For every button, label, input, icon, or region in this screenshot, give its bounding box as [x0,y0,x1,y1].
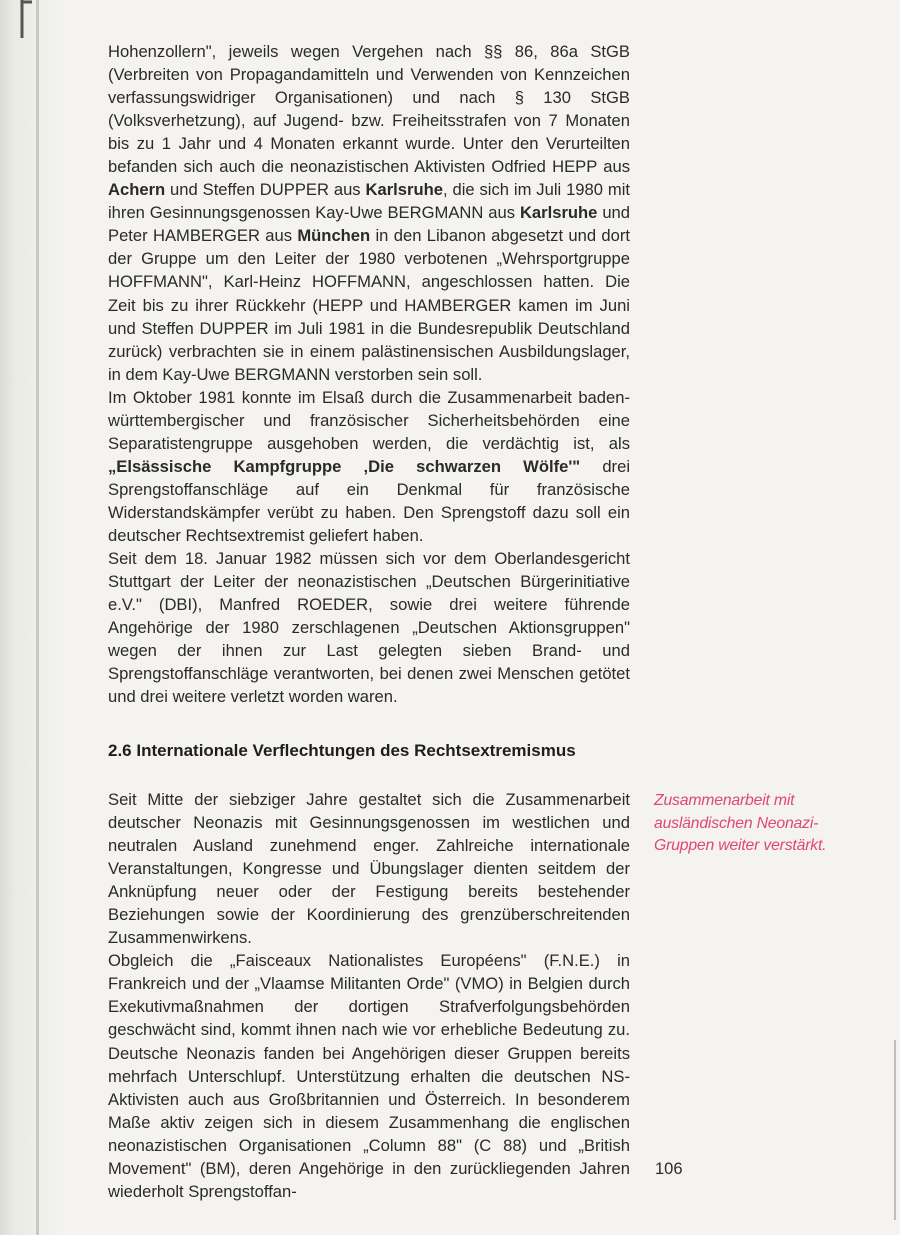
paragraph [108,547,630,708]
body-text-bottom [108,788,630,1203]
page-edge-line [894,1040,896,1220]
bold-term: Karlsruhe [365,180,443,200]
text-run: und Peter HAMBERGER aus [108,203,631,246]
margin-note: Zusammenarbeit mit ausländischen Neonazi-Gruppen weiter verstärkt. [654,792,827,855]
book-binding-shadow [0,0,62,1235]
bold-term: Karlsruhe [519,203,598,223]
page-number: 106 [655,1160,683,1178]
paragraph [108,788,630,949]
paragraph [108,386,630,547]
section-heading: 2.6 Internationale Verflechtungen des Rechtsextremismus [108,741,576,760]
paragraph [108,40,630,386]
text-run: drei Sprengstoffanschläge auf ein Denkmal für französische Widerstandskämpfer verübt zu haben. Den Sprengstoff dazu soll ein deutscher Rechtsextremist geliefert haben. [108,456,631,545]
bold-term: München [297,226,371,246]
text-run: Hohenzollern", jeweils wegen Vergehen nach §§ 86, 86a StGB (Verbreiten von Propagandamitteln und Verwenden von Kennzeichen verfassungswidriger Organisationen) und nach § 130 StGB (Volksverhetzung), auf Jugend- bzw. Freiheitsstrafen von 7 Monaten bis zu 1 Jahr und 4 Monaten erkannt wurde. Unter den Verurteilten befanden sich auch die neonazistischen Aktivisten Odfried HEPP aus [108,42,630,177]
text-run: Seit Mitte der siebziger Jahre gestaltet sich die Zusammenarbeit deutscher Neonazis mit Gesinnungsgenossen im westlichen und neutralen Ausland zunehmend enger. Zahlreiche internationale Veranstaltungen, Kongresse und Übungslager dienten seitdem der Anknüpfung neuer oder der Festigung bereits bestehender Beziehungen sowie der Koordinierung des grenzüberschreitenden Zusammenwirkens. [108,790,630,948]
text-run: und Steffen DUPPER aus [165,180,366,200]
text-run: Seit dem 18. Januar 1982 müssen sich vor dem Oberlandesgericht Stuttgart der Leiter der neonazistischen „Deutschen Bürgerinitiative e.V." (DBI), Manfred ROEDER, sowie drei weitere führende Angehörige der 1980 zerschlagenen „Deutschen Aktionsgruppen" wegen der ihnen zur Last gelegten sieben Brand- und Sprengstoffanschläge verantworten, bei denen zwei Menschen getötet und drei weitere verletzt worden waren. [108,549,630,707]
text-run: , die sich im Juli 1980 mit ihren Gesinnungsgenossen Kay-Uwe BERGMANN aus [108,180,630,223]
text-run: Im Oktober 1981 konnte im Elsaß durch die Zusammenarbeit baden-württembergischer und französischer Sicherheitsbehörden eine Separatistengruppe ausgehoben werden, die verdächtig ist, als [108,387,630,453]
corner-crop-mark [20,0,34,40]
binding-gutter-line [36,0,39,1235]
text-run: in den Libanon abgesetzt und dort der Gruppe um den Leiter der 1980 verbotenen „Wehrsportgruppe HOFFMANN", Karl-Heinz HOFFMANN, angeschlossen hatten. Die Zeit bis zu ihrer Rückkehr (HEPP und HAMBERGER kamen im Juni und Steffen DUPPER im Juli 1981 in die Bundesrepublik Deutschland zurück) verbrachten sie in einem palästinensischen Ausbildungslager, in dem Kay-Uwe BERGMANN verstorben sein soll. [108,226,631,384]
body-text-top [108,40,630,708]
paragraph [108,949,630,1203]
bold-term: „Elsässische Kampfgruppe ‚Die schwarzen Wölfe'" [108,456,581,476]
bold-term: Achern [108,180,166,200]
text-run: Obgleich die „Faisceaux Nationalistes Européens" (F.N.E.) in Frankreich und der „Vlaamse Militanten Orde" (VMO) in Belgien durch Exekutivmaßnahmen der dortigen Strafverfolgungsbehörden geschwächt sind, kommt ihnen nach wie vor erhebliche Bedeutung zu. Deutsche Neonazis fanden bei Angehörigen dieser Gruppen bereits mehrfach Unterschlupf. Unterstützung erhalten die deutschen NS-Aktivisten auch aus Großbritannien und Österreich. In besonderem Maße aktiv zeigen sich in diesem Zusammenhang die englischen neonazistischen Organisationen „Column 88" (C 88) und „British Movement" (BM), deren Angehörige in den zurückliegenden Jahren wiederholt Sprengstoffan- [108,951,630,1201]
